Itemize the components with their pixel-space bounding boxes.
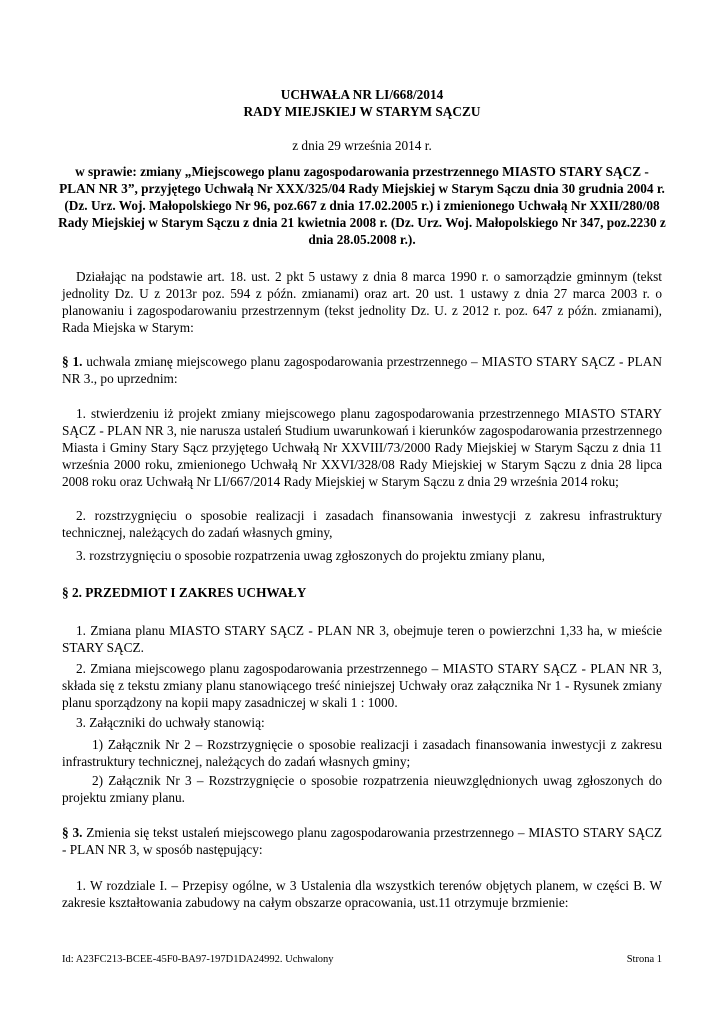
title-line-1: UCHWAŁA NR LI/668/2014 bbox=[280, 87, 444, 102]
section-1-number: § 1. bbox=[62, 354, 83, 369]
section-1-intro bbox=[62, 353, 662, 387]
section-3-intro bbox=[62, 824, 662, 858]
section-3-item-1: 1. W rozdziale I. – Przepisy ogólne, w 3 Ustalenia dla wszystkich terenów objętych planem, w części B. W zakresie kształtowania zabudowy na całym obszarze opracowania, ust.11 otrzymuje brzmienie: bbox=[62, 878, 662, 910]
section-3-text: Zmienia się tekst ustaleń miejscowego planu zagospodarowania przestrzennego – MIASTO STARY SĄCZ - PLAN NR 3, w sposób następujący: bbox=[62, 825, 662, 857]
resolution-date: z dnia 29 września 2014 r. bbox=[292, 138, 432, 153]
document-id: Id: A23FC213-BCEE-45F0-BA97-197D1DA24992. Uchwalony bbox=[62, 954, 334, 965]
section-1-text: uchwala zmianę miejscowego planu zagospodarowania przestrzennego – MIASTO STARY SĄCZ - PLAN NR 3., po uprzednim: bbox=[62, 354, 662, 386]
resolution-title bbox=[62, 86, 662, 120]
section-1-item-1: 1. stwierdzeniu iż projekt zmiany miejscowego planu zagospodarowania przestrzennego MIASTO STARY SĄCZ - PLAN NR 3, nie narusza ustaleń Studium uwarunkowań i kierunków zagospodarowania przestrzennego Miasta i Gminy Stary Sącz przyjętego Uchwałą Nr XXVIII/73/2000 Rady Miejskiej w Starym Sączu z dnia 11 września 2000 roku, zmienionego Uchwałą Nr XXVI/328/08 Rady Miejskiej w Starym Sączu z dnia 28 lipca 2008 roku oraz Uchwałą Nr LI/667/2014 Rady Miejskiej w Starym Sączu z dnia 29 września 2014 roku; bbox=[62, 406, 662, 489]
section-3-number: § 3. bbox=[62, 825, 83, 840]
page-footer bbox=[62, 953, 662, 966]
section-2-subitem-2: 2) Załącznik Nr 3 – Rozstrzygnięcie o sposobie rozpatrzenia nieuwzględnionych uwag zgłoszonych do projektu zmiany planu. bbox=[62, 773, 662, 805]
section-1-item-3: 3. rozstrzygnięciu o sposobie rozpatrzenia uwag zgłoszonych do projektu zmiany planu, bbox=[76, 548, 545, 563]
section-2-heading: § 2. PRZEDMIOT I ZAKRES UCHWAŁY bbox=[62, 585, 307, 600]
page-number: Strona 1 bbox=[626, 954, 662, 965]
section-2-item-2: 2. Zmiana miejscowego planu zagospodarowania przestrzennego – MIASTO STARY SĄCZ - PLAN NR 3, składa się z tekstu zmiany planu stanowiącego treść niniejszej Uchwały oraz załącznika Nr 1 - Rysunek zmiany planu sporządzony na kopii mapy zasadniczej w skali 1 : 1000. bbox=[62, 661, 662, 710]
resolution-subject: w sprawie: zmiany „Miejscowego planu zagospodarowania przestrzennego MIASTO STARY SĄCZ - PLAN NR 3”, przyjętego Uchwałą Nr XXX/325/04 Rady Miejskiej w Starym Sączu dnia 30 grudnia 2004 r. (Dz. Urz. Woj. Małopolskiego Nr 96, poz.667 z dnia 17.02.2005 r.) i zmienionego Uchwałą Nr XXII/280/08 Rady Miejskiej w Starym Sączu z dnia 21 kwietnia 2008 r. (Dz. Urz. Woj. Małopolskiego Nr 347, poz.2230 z dnia 28.05.2008 r.). bbox=[58, 164, 666, 247]
section-2-item-1: 1. Zmiana planu MIASTO STARY SĄCZ - PLAN NR 3, obejmuje teren o powierzchni 1,33 ha, w mieście STARY SĄCZ. bbox=[62, 623, 662, 655]
preamble: Działając na podstawie art. 18. ust. 2 pkt 5 ustawy z dnia 8 marca 1990 r. o samorządzie gminnym (tekst jednolity Dz. U z 2013r poz. 594 z późn. zmianami) oraz art. 20 ust. 1 ustawy z dnia 27 marca 2003 r. o planowaniu i zagospodarowaniu przestrzennym (tekst jednolity Dz. U. z 2012 r. poz. 647 z późn. zmianami), Rada Miejska w Starym: bbox=[62, 269, 662, 335]
section-2-subitem-1: 1) Załącznik Nr 2 – Rozstrzygnięcie o sposobie realizacji i zasadach finansowania inwestycji z zakresu infrastruktury technicznej, należących do zadań własnych gminy; bbox=[62, 737, 662, 769]
section-1-item-2: 2. rozstrzygnięciu o sposobie realizacji i zasadach finansowania inwestycji z zakresu infrastruktury technicznej, należących do zadań własnych gminy, bbox=[62, 508, 662, 540]
title-line-2: RADY MIEJSKIEJ W STARYM SĄCZU bbox=[243, 104, 481, 119]
section-2-item-3: 3. Załączniki do uchwały stanowią: bbox=[76, 715, 265, 730]
